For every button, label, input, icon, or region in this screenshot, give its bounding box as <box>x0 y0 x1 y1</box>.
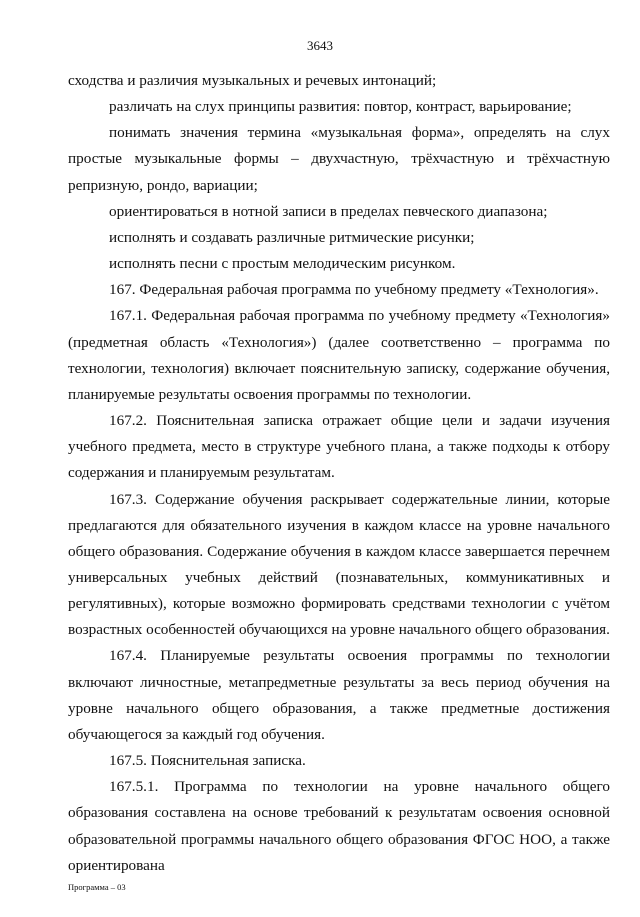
page-footer: Программа – 03 <box>68 882 126 892</box>
paragraph: ориентироваться в нотной записи в пределах певческого диапазона; <box>109 202 548 220</box>
paragraph: 167.5.1. Программа по технологии на уровне начального общего образования составлена на основе требований к результатам освоения основной образовательной программы начального общего образования ФГОС НОО, а также ориентирована <box>68 778 610 874</box>
page-number: 3643 <box>307 38 333 53</box>
paragraph: различать на слух принципы развития: повтор, контраст, варьирование; <box>109 98 572 116</box>
paragraph: 167.1. Федеральная рабочая программа по учебному предмету «Технология» (предметная область «Технология») (далее соответственно – программа по технологии, технология) включает пояснительную записку, содержание обучения, планируемые результаты освоения программы по технологии. <box>68 307 610 403</box>
paragraph: 167.2. Пояснительная записка отражает общие цели и задачи изучения учебного предмета, место в структуре учебного плана, а также подходы к отбору содержания и планируемым результатам. <box>68 412 610 482</box>
paragraph: сходства и различия музыкальных и речевых интонаций; <box>68 72 437 89</box>
section-heading: 167. Федеральная рабочая программа по учебному предмету «Технология». <box>109 281 599 299</box>
paragraph: исполнять и создавать различные ритмические рисунки; <box>109 228 475 246</box>
subsection-heading: 167.5. Пояснительная записка. <box>109 752 306 770</box>
document-body <box>68 68 610 879</box>
paragraph: исполнять песни с простым мелодическим рисунком. <box>109 255 456 273</box>
paragraph: понимать значения термина «музыкальная форма», определять на слух простые музыкальные формы – двухчастную, трёхчастную и трёхчастную репризную, рондо, вариации; <box>68 124 610 194</box>
paragraph: 167.4. Планируемые результаты освоения программы по технологии включают личностные, метапредметные результаты за весь период обучения на уровне начального общего образования, а также предметные достижения обучающегося за каждый год обучения. <box>68 647 610 743</box>
paragraph: 167.3. Содержание обучения раскрывает содержательные линии, которые предлагаются для обязательного изучения в каждом классе на уровне начального общего образования. Содержание обучения в каждом классе завершается перечнем универсальных учебных действий (познавательных, коммуникативных и регулятивных), которые возможно формировать средствами технологии с учётом возрастных особенностей обучающихся на уровне начального общего образования. <box>68 490 610 639</box>
